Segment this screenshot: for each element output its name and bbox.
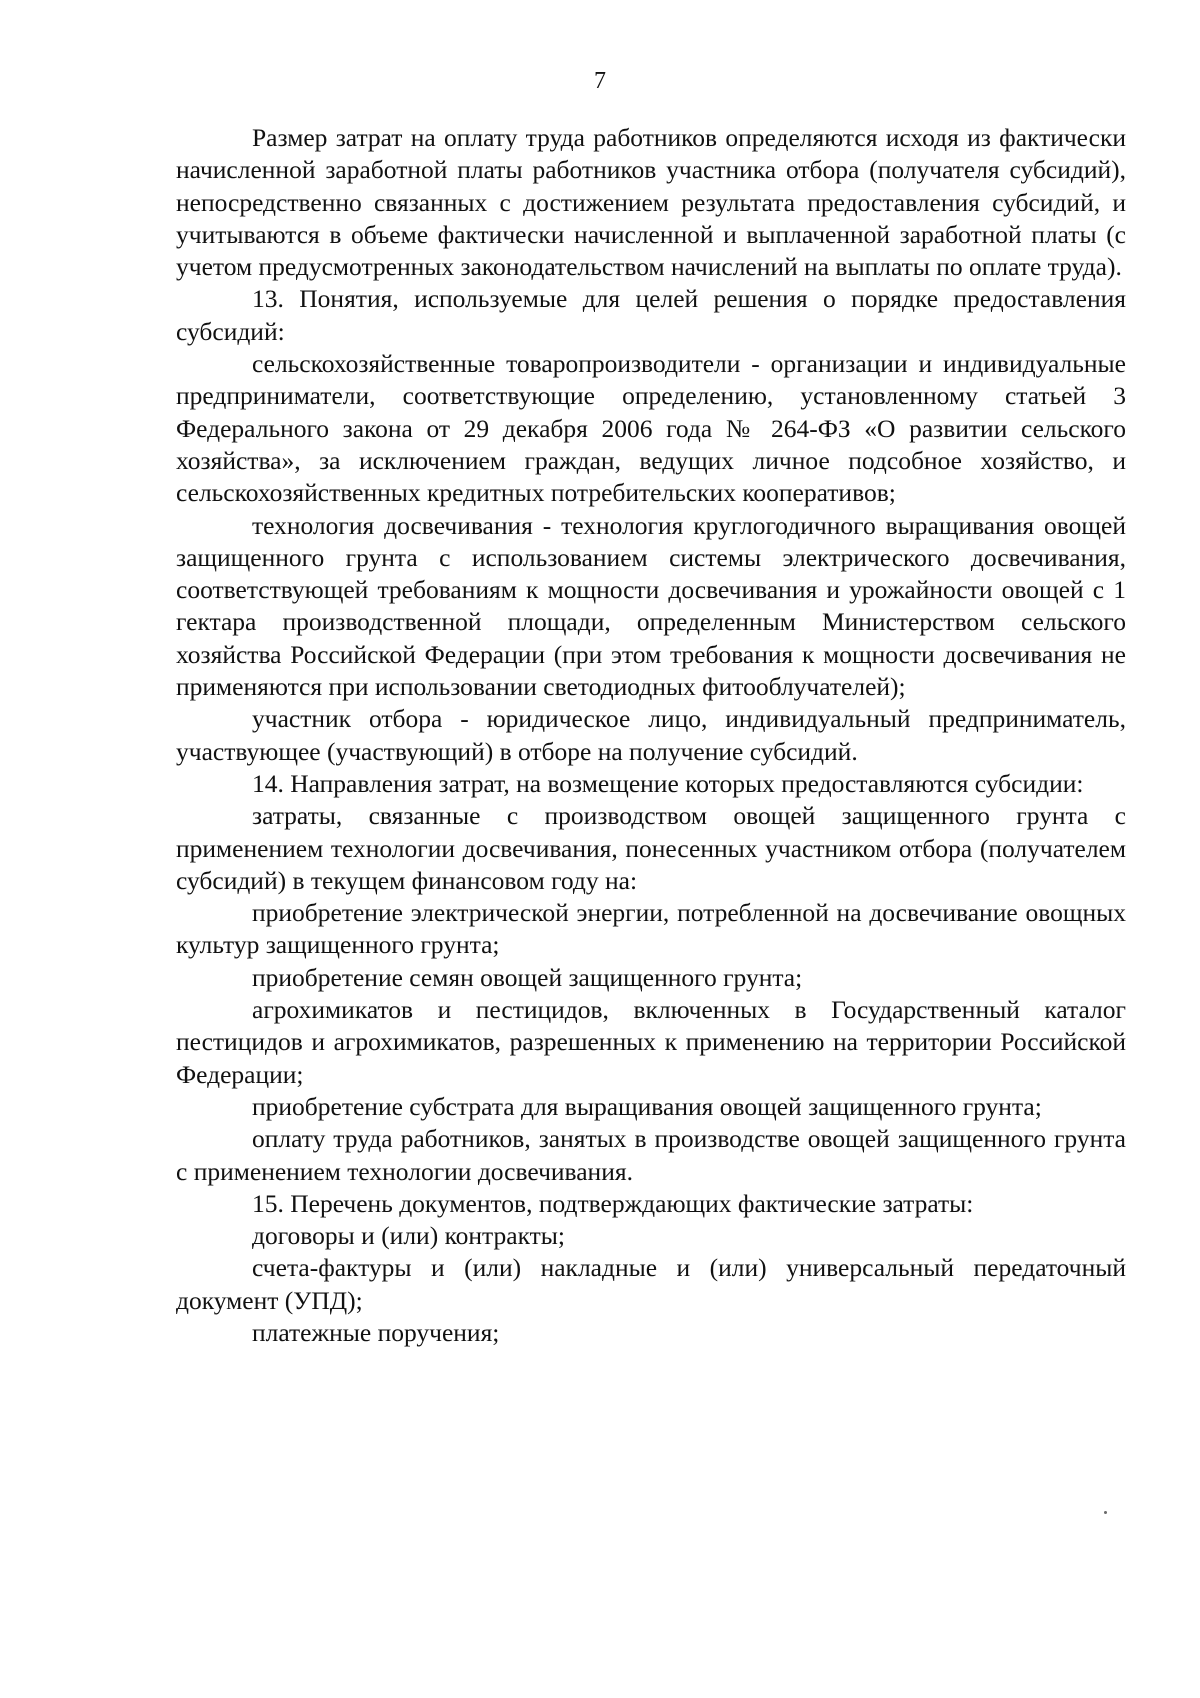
costs-intro: затраты, связанные с производством овощей защищенного грунта с применением технологии досвечивания, понесенных участником отбора (получателем субсидий) в текущем финансовом году на: xyxy=(176,801,1126,895)
scan-speck xyxy=(1104,1511,1107,1514)
paragraph-labor-costs: Размер затрат на оплату труда работников определяются исходя из фактически начисленной заработной платы работников участника отбора (получателя субсидий), непосредственно связанных с достижением результата предоставления субсидий, и учитываются в объеме фактически начисленной и выплаченной заработной платы (с учетом предусмотренных законодательством начислений на выплаты по оплате труда). xyxy=(176,123,1126,282)
definition-agricultural-producers: сельскохозяйственные товаропроизводители - организации и индивидуальные предприниматели, соответствующие определению, установленному статьей 3 Федерального закона от 29 декабря 2006 года № 264-ФЗ «О развитии сельского хозяйства», за исключением граждан, ведущих личное подсобное хозяйство, и сельскохозяйственных кредитных потребительских кооперативов; xyxy=(176,349,1126,508)
document-body xyxy=(176,122,1126,1349)
document-item-invoices: счета-фактуры и (или) накладные и (или) универсальный передаточный документ (УПД); xyxy=(176,1253,1126,1315)
cost-item-agrochemicals: агрохимикатов и пестицидов, включенных в Государственный каталог пестицидов и агрохимикатов, разрешенных к применению на территории Российской Федерации; xyxy=(176,995,1126,1089)
definition-selection-participant: участник отбора - юридическое лицо, индивидуальный предприниматель, участвующее (участвующий) в отборе на получение субсидий. xyxy=(176,704,1126,766)
paragraph-13-concepts: 13. Понятия, используемые для целей решения о порядке предоставления субсидий: xyxy=(176,284,1126,346)
cost-item-seeds: приобретение семян овощей защищенного грунта; xyxy=(252,962,803,992)
cost-item-electricity: приобретение электрической энергии, потребленной на досвечивание овощных культур защищенного грунта; xyxy=(176,898,1126,960)
paragraph-15-documents: 15. Перечень документов, подтверждающих фактические затраты: xyxy=(252,1188,974,1218)
paragraph-14-cost-directions: 14. Направления затрат, на возмещение которых предоставляются субсидии: xyxy=(252,768,1084,798)
document-item-payment-orders: платежные поручения; xyxy=(252,1317,500,1347)
cost-item-labor: оплату труда работников, занятых в производстве овощей защищенного грунта с применением технологии досвечивания. xyxy=(176,1124,1126,1186)
cost-item-substrate: приобретение субстрата для выращивания овощей защищенного грунта; xyxy=(252,1091,1042,1121)
definition-lighting-technology: технология досвечивания - технология круглогодичного выращивания овощей защищенного грунта с использованием системы электрического досвечивания, соответствующей требованиям к мощности досвечивания и урожайности овощей с 1 гектара производственной площади, определенным Министерством сельского хозяйства Российской Федерации (при этом требования к мощности досвечивания не применяются при использовании светодиодных фитооблучателей); xyxy=(176,510,1126,702)
document-item-contracts: договоры и (или) контракты; xyxy=(252,1221,565,1251)
page-number: 7 xyxy=(594,68,606,94)
